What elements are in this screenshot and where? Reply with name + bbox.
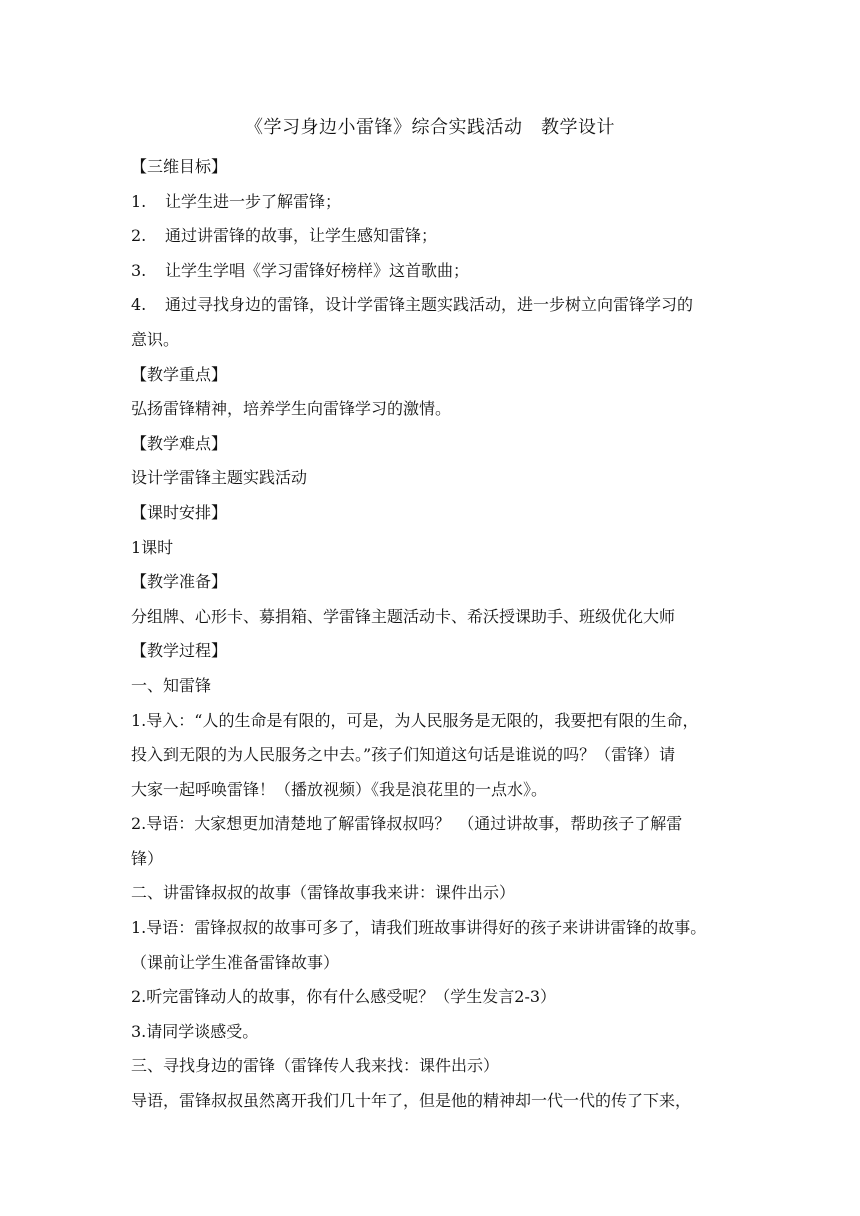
paragraph-line: 投入到无限的为人民服务之中去。”孩子们知道这句话是谁说的吗？（雷锋）请	[131, 745, 676, 765]
section-heading-difficulty: 【教学难点】	[131, 433, 228, 453]
focus-text: 弘扬雷锋精神，培养学生向雷锋学习的激情。	[131, 399, 452, 419]
document-title: 《学习身边小雷锋》综合实践活动 教学设计	[245, 117, 615, 138]
paragraph-line: 导语，雷锋叔叔虽然离开我们几十年了，但是他的精神却一代一代的传了下来，	[131, 1091, 692, 1111]
goal-number: 3.	[131, 260, 147, 280]
section-heading-schedule: 【课时安排】	[131, 502, 228, 522]
section-heading-process: 【教学过程】	[131, 641, 228, 661]
paragraph-line: 3.请同学谈感受。	[131, 1021, 259, 1041]
section-heading-focus: 【教学重点】	[131, 364, 228, 384]
goal-item-4-continued: 意识。	[131, 329, 180, 349]
paragraph-line: 2.听完雷锋动人的故事，你有什么感受呢？（学生发言2-3）	[131, 987, 557, 1007]
schedule-text: 1课时	[131, 537, 174, 557]
difficulty-text: 设计学雷锋主题实践活动	[131, 468, 308, 488]
goal-number: 2.	[131, 226, 147, 246]
step-heading-3: 三、寻找身边的雷锋（雷锋传人我来找：课件出示）	[131, 1056, 500, 1076]
goal-text: 通过寻找身边的雷锋，设计学雷锋主题实践活动，进一步树立向雷锋学习的	[165, 295, 694, 315]
goal-item-1	[131, 185, 731, 220]
goal-text: 让学生进一步了解雷锋；	[165, 191, 342, 211]
goal-item-4	[131, 288, 731, 323]
section-heading-preparation: 【教学准备】	[131, 572, 228, 592]
goal-item-3	[131, 254, 731, 289]
step-heading-2: 二、讲雷锋叔叔的故事（雷锋故事我来讲：课件出示）	[131, 883, 516, 903]
goal-number: 1.	[131, 191, 147, 211]
paragraph-line: 锋）	[131, 848, 164, 868]
goal-number: 4.	[131, 295, 147, 315]
document-body	[131, 150, 731, 1119]
section-heading-goals: 【三维目标】	[131, 157, 228, 176]
goal-item-2	[131, 219, 731, 254]
paragraph-line: 大家一起呼唤雷锋！（播放视频）《我是浪花里的一点水》。	[131, 779, 548, 799]
step-heading-1: 一、知雷锋	[131, 675, 212, 695]
paragraph-line: 1.导入：“人的生命是有限的，可是，为人民服务是无限的，我要把有限的生命，	[131, 710, 699, 730]
paragraph-line: （课前让学生准备雷锋故事）	[131, 952, 340, 972]
paragraph-line: 1.导语：雷锋叔叔的故事可多了，请我们班故事讲得好的孩子来讲讲雷锋的故事。	[131, 918, 707, 938]
goal-text: 让学生学唱《学习雷锋好榜样》这首歌曲；	[165, 260, 470, 280]
paragraph-line: 2.导语：大家想更加清楚地了解雷锋叔叔吗？ （通过讲故事，帮助孩子了解雷	[131, 814, 683, 834]
preparation-text: 分组牌、心形卡、募捐箱、学雷锋主题活动卡、希沃授课助手、班级优化大师	[131, 606, 676, 626]
goal-text: 通过讲雷锋的故事，让学生感知雷锋；	[165, 226, 438, 246]
